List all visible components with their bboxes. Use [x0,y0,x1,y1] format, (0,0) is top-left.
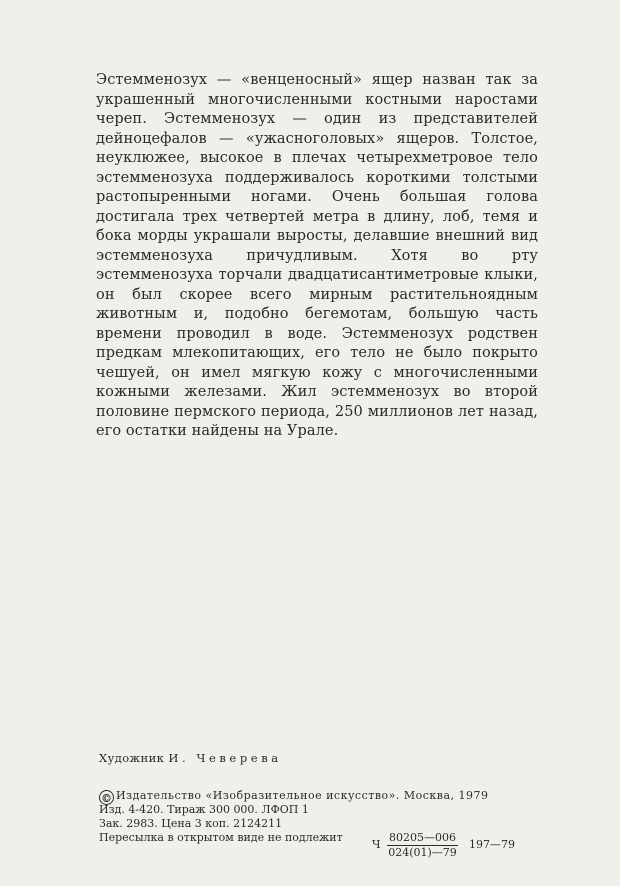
index-suffix: 197—79 [469,838,515,851]
article-paragraph: Эстемменозух — «венценосный» ящер назван так за украшенный многочисленными костными наростами череп. Эстемменозух — один из представителей дейноцефалов — «ужасноголовых» ящеров. Толстое, неуклюжее, высокое в плечах четырехметровое тело эстемменозуха поддерживалось короткими толстыми растопыренными ногами. Очень большая голова достигала трех четвертей метра в длину, лоб, темя и бока морды украшали выросты, делавшие внешний вид эстемменозуха причудливым. Хотя во рту эстемменозуха торчали двадцатисантиметровые клыки, он был скорее всего мирным растительноядным животным и, подобно бегемотам, большую часть времени проводил в воде. Эстемменозух родствен предкам млекопитающих, его тело не было покрыто чешуей, он имел мягкую кожу с многочисленными кожными железами. Жил эстемменозух во второй половине пермского периода, 250 миллионов лет назад, его остатки найдены на Урале. [96,72,538,439]
index-numerator: 80205—006 [389,831,456,844]
publisher-line: Издательство «Изобразительное искусство». Москва, 1979 [116,789,489,802]
index-denominator: 024(01)—79 [388,846,457,859]
order-line-2: Зак. 2983. Цена 3 коп. 2124211 [99,817,283,830]
article-text [96,71,538,442]
artist-credit [99,751,282,765]
order-row [99,803,529,817]
order-line: Изд. 4-420. Тираж 300 000. ЛФОП 1 [99,803,309,816]
artist-name: И. Чеверева [168,751,282,765]
index-prefix: Ч [372,838,381,851]
artist-label: Художник [99,751,165,765]
shipping-line: Пересылка в открытом виде не подлежит [99,831,343,844]
shipping-row [99,831,529,845]
copyright-icon: © [101,792,112,805]
imprint-block [99,789,529,859]
publisher-row [99,789,529,803]
